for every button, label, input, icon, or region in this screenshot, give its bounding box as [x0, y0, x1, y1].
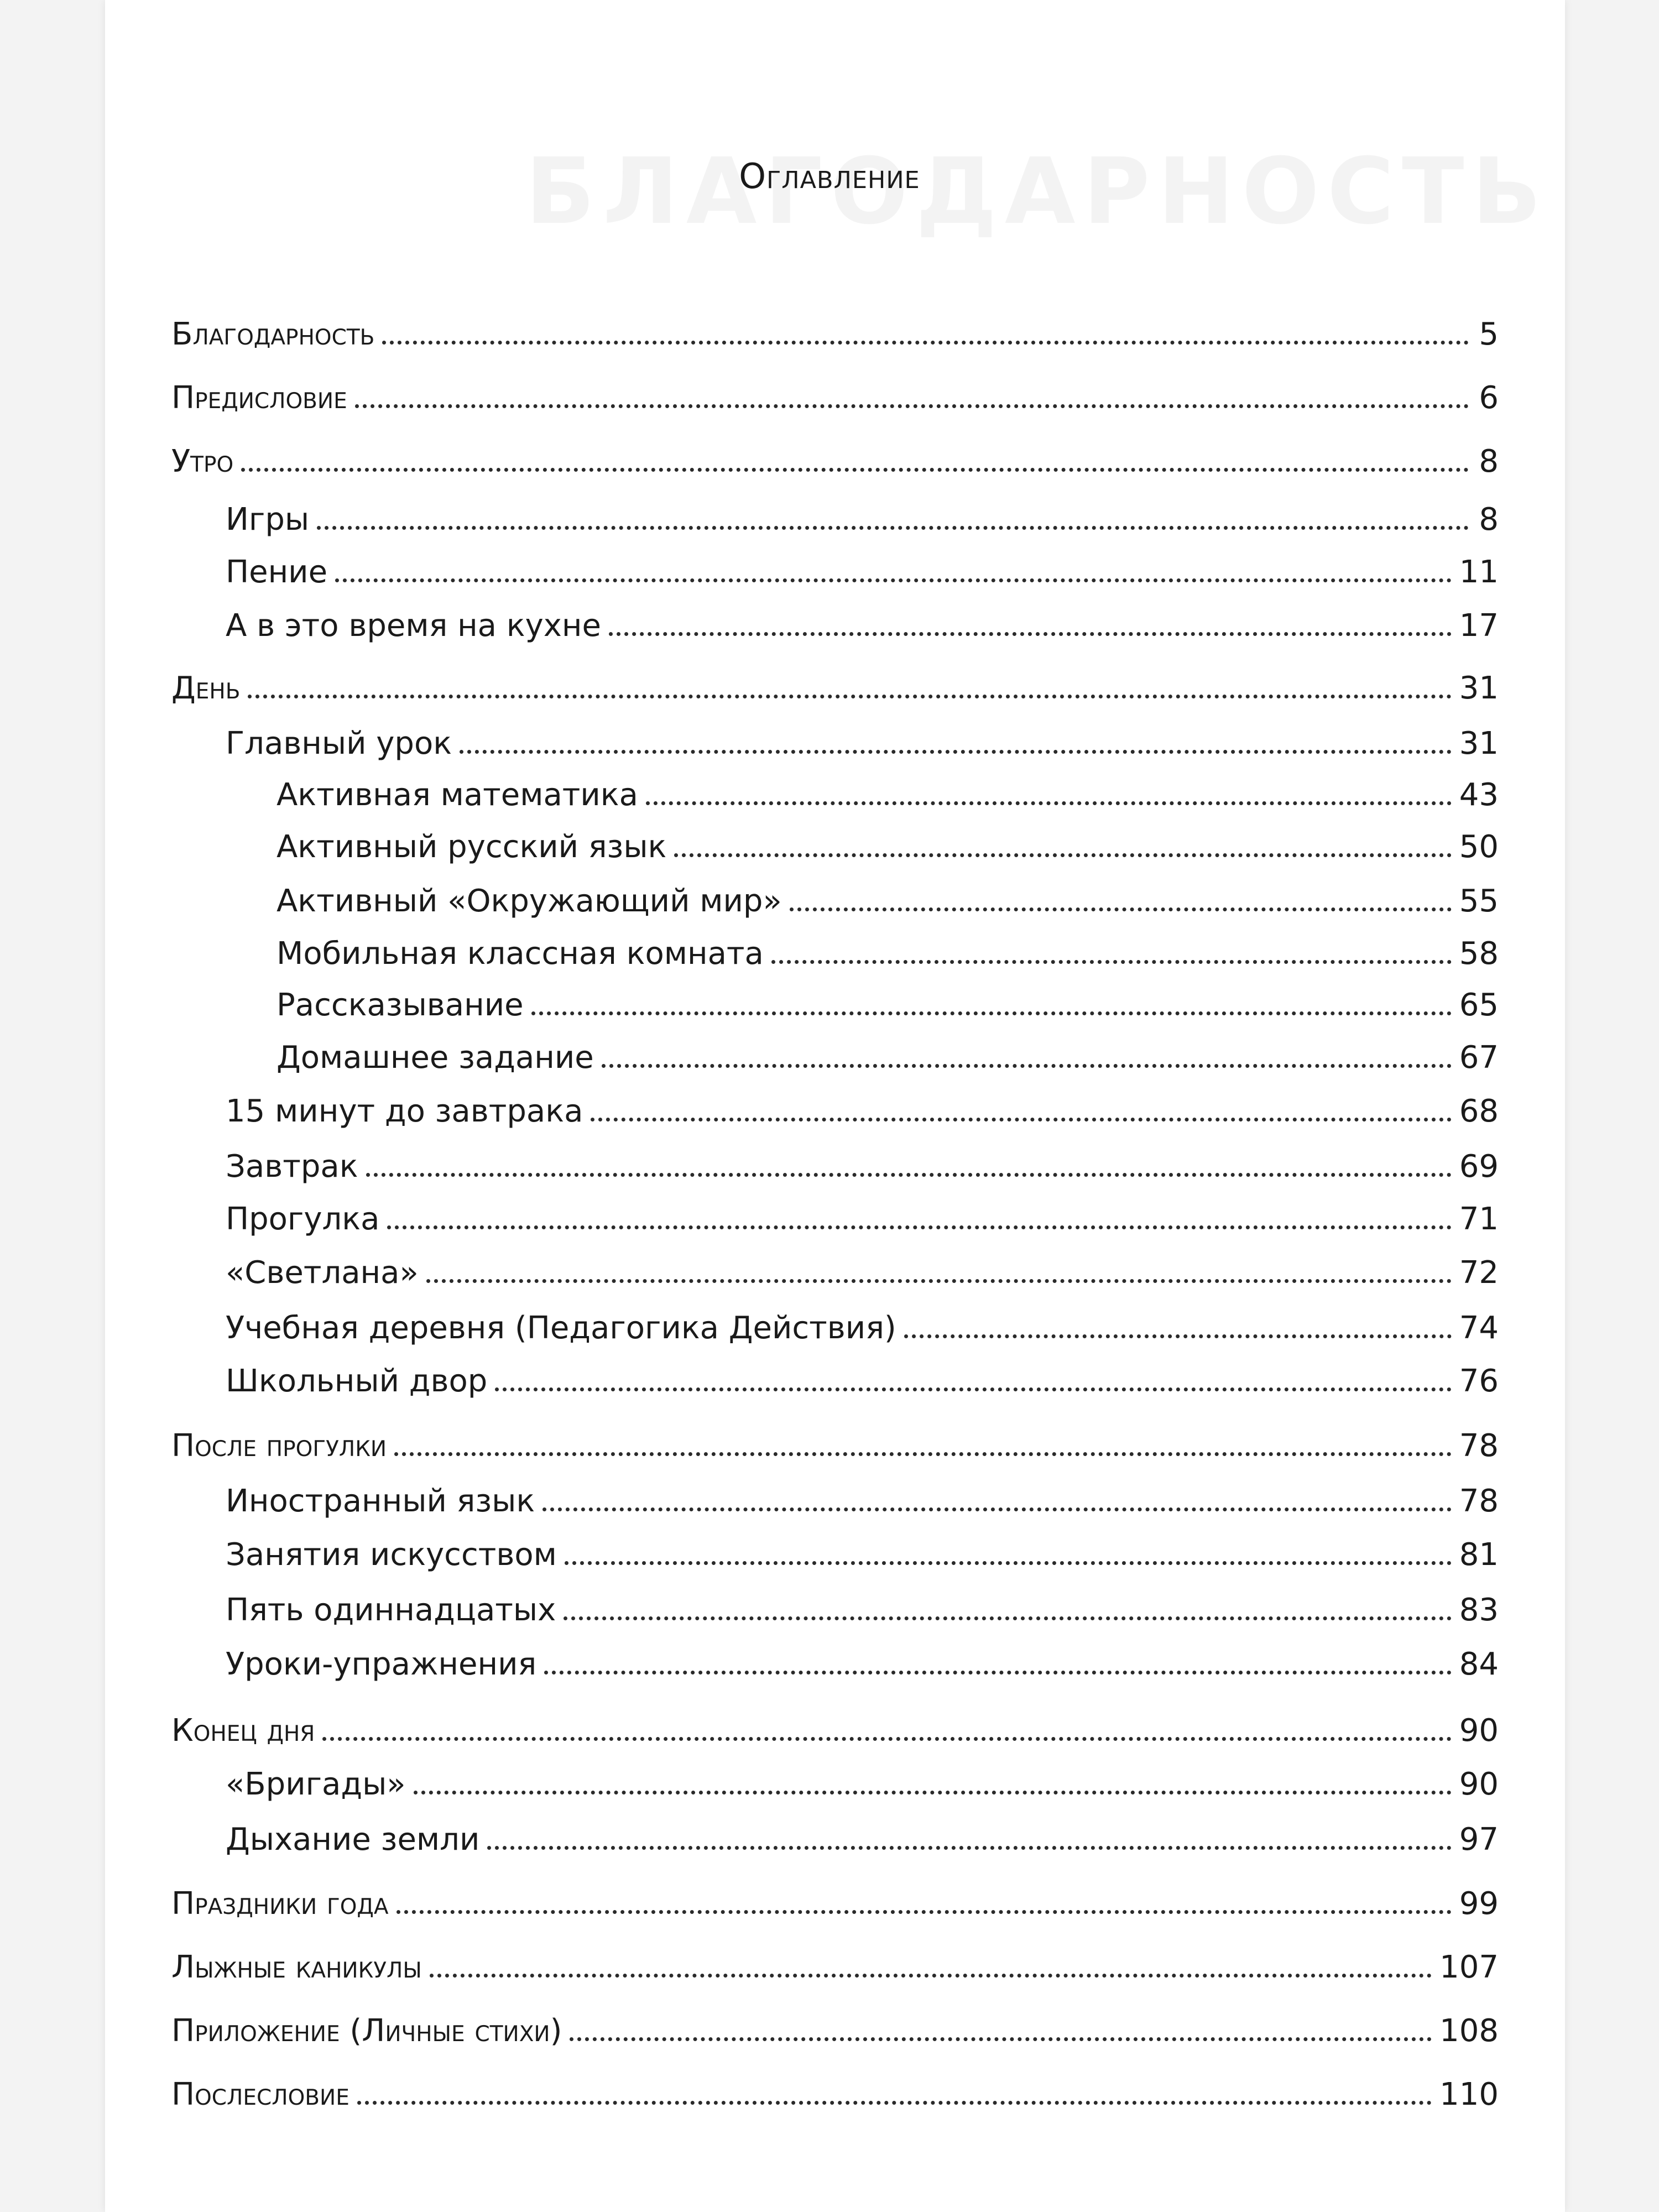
toc-entry: [276, 828, 1499, 867]
toc-entry-page-number: 74: [1459, 1310, 1499, 1346]
toc-entry-page-number: 8: [1479, 502, 1499, 538]
toc-entry: [276, 882, 1499, 921]
toc-entry: [226, 553, 1499, 592]
toc-entry-page-number: 65: [1459, 987, 1499, 1023]
toc-entry-page-number: 50: [1459, 829, 1499, 865]
toc-entry-label: Активный русский язык: [276, 829, 667, 865]
toc-entry: [171, 315, 1499, 354]
dot-leader: [564, 1616, 1451, 1620]
toc-entry-label: А в это время на кухне: [226, 608, 601, 644]
toc-entry-page-number: 90: [1459, 1713, 1499, 1749]
dot-leader: [674, 853, 1451, 857]
toc-entry-page-number: 110: [1439, 2077, 1499, 2112]
toc-entry-label: Учебная деревня (Педагогика Действия): [226, 1310, 896, 1346]
dot-leader: [602, 1064, 1452, 1068]
toc-entry-label: Активная математика: [276, 777, 638, 813]
toc-entry: [226, 1645, 1499, 1684]
toc-entry-label: Активный «Окружающий мир»: [276, 883, 782, 919]
dot-leader: [904, 1334, 1452, 1338]
toc-entry-label: Домашнее задание: [276, 1040, 594, 1076]
toc-entry: [171, 1427, 1499, 1465]
toc-entry-label: После прогулки: [171, 1428, 387, 1464]
dot-leader: [609, 632, 1452, 636]
toc-entry: [226, 607, 1499, 645]
toc-entry-page-number: 72: [1459, 1255, 1499, 1291]
toc-entry-page-number: 68: [1459, 1093, 1499, 1129]
toc-entry: [226, 1820, 1499, 1859]
toc-entry-page-number: 78: [1459, 1483, 1499, 1519]
toc-entry: [226, 1765, 1499, 1804]
toc-entry-label: «Бригады»: [226, 1766, 406, 1802]
toc-entry-label: Завтрак: [226, 1149, 358, 1185]
dot-leader: [460, 750, 1452, 754]
toc-entry-label: 15 минут до завтрака: [226, 1093, 583, 1129]
toc-entry-label: Конец дня: [171, 1713, 315, 1749]
toc-entry-label: Игры: [226, 502, 310, 538]
toc-entry-page-number: 31: [1459, 670, 1499, 706]
dot-leader: [430, 1974, 1432, 1978]
dot-leader: [366, 1173, 1452, 1177]
toc-entry-label: Главный урок: [226, 726, 452, 761]
toc-entry-page-number: 69: [1459, 1149, 1499, 1185]
dot-leader: [394, 1452, 1452, 1456]
toc-entry: [171, 2012, 1499, 2051]
dot-leader: [241, 468, 1469, 472]
toc-entry: [171, 669, 1499, 708]
toc-entry: [171, 2075, 1499, 2114]
toc-entry-page-number: 83: [1459, 1592, 1499, 1628]
toc-entry: [171, 1948, 1499, 1987]
dot-leader: [426, 1279, 1452, 1283]
toc-entry-page-number: 55: [1459, 883, 1499, 919]
dot-leader: [387, 1225, 1451, 1229]
toc-entry-label: Предисловие: [171, 380, 347, 416]
toc-entry: [226, 1536, 1499, 1574]
dot-leader: [248, 695, 1451, 698]
toc-entry-label: Утро: [171, 444, 234, 479]
dot-leader: [790, 907, 1452, 911]
toc-entry-page-number: 76: [1459, 1363, 1499, 1399]
toc-entry: [276, 776, 1499, 815]
dot-leader: [382, 341, 1469, 345]
toc-entry-label: Дыхание земли: [226, 1822, 480, 1858]
toc-entry: [276, 1039, 1499, 1077]
dot-leader: [335, 578, 1452, 582]
toc-entry: [226, 1482, 1499, 1521]
toc-entry-page-number: 107: [1439, 1949, 1499, 1985]
toc-entry-label: Приложение (Личные стихи): [171, 2013, 562, 2049]
toc-entry-label: Школьный двор: [226, 1363, 488, 1399]
toc-entry: [171, 379, 1499, 418]
toc-entry-page-number: 71: [1459, 1201, 1499, 1237]
toc-entry-page-number: 11: [1459, 554, 1499, 590]
toc-entry-label: Пять одиннадцатых: [226, 1592, 556, 1628]
toc-entry: [226, 1254, 1499, 1292]
dot-leader: [495, 1387, 1451, 1391]
toc-entry-page-number: 5: [1479, 316, 1499, 352]
toc-entry-label: Благодарность: [171, 316, 375, 352]
toc-entry-page-number: 90: [1459, 1766, 1499, 1802]
dot-leader: [531, 1011, 1452, 1015]
toc-entry: [226, 1362, 1499, 1401]
dot-leader: [771, 960, 1452, 964]
toc-entry-page-number: 108: [1439, 2013, 1499, 2049]
dot-leader: [487, 1846, 1451, 1850]
toc-entry-page-number: 58: [1459, 936, 1499, 972]
toc-entry-page-number: 99: [1459, 1886, 1499, 1922]
toc-entry-page-number: 31: [1459, 726, 1499, 761]
toc-entry-page-number: 43: [1459, 777, 1499, 813]
dot-leader: [565, 1561, 1452, 1565]
toc-entry: [171, 442, 1499, 481]
toc-entry-label: Лыжные каникулы: [171, 1949, 422, 1985]
dot-leader: [357, 2101, 1432, 2105]
toc-entry-page-number: 78: [1459, 1428, 1499, 1464]
dot-leader: [317, 526, 1469, 530]
dot-leader: [355, 404, 1469, 408]
toc-entry-label: «Светлана»: [226, 1255, 419, 1291]
toc-entry-label: Праздники года: [171, 1886, 389, 1922]
toc-entry-page-number: 6: [1479, 380, 1499, 416]
toc-entry: [226, 1591, 1499, 1630]
toc-entry-label: Пение: [226, 554, 328, 590]
toc-entry-label: День: [171, 670, 241, 706]
toc-entry: [226, 724, 1499, 763]
dot-leader: [414, 1791, 1452, 1794]
toc-entry: [226, 500, 1499, 539]
toc-entry: [276, 986, 1499, 1025]
dot-leader: [570, 2037, 1432, 2041]
dot-leader: [397, 1910, 1452, 1914]
toc-entry-page-number: 97: [1459, 1822, 1499, 1858]
toc-entry-label: Прогулка: [226, 1201, 380, 1237]
toc-entry-label: Занятия искусством: [226, 1537, 557, 1573]
toc-entry-label: Рассказывание: [276, 987, 524, 1023]
toc-entry-label: Иностранный язык: [226, 1483, 535, 1519]
dot-leader: [646, 801, 1452, 805]
page-title: Оглавление: [739, 156, 920, 196]
dot-leader: [542, 1507, 1452, 1511]
toc-entry-page-number: 81: [1459, 1537, 1499, 1573]
toc-entry-page-number: 8: [1479, 444, 1499, 479]
toc-entry-page-number: 84: [1459, 1646, 1499, 1682]
toc-entry: [171, 1885, 1499, 1923]
toc-entry: [276, 935, 1499, 973]
toc-entry-label: Уроки-упражнения: [226, 1646, 537, 1682]
toc-entry-label: Послесловие: [171, 2077, 349, 2112]
dot-leader: [591, 1118, 1451, 1121]
toc-entry: [171, 1712, 1499, 1750]
dot-leader: [544, 1671, 1452, 1674]
toc-entry: [226, 1092, 1499, 1131]
toc-entry-page-number: 67: [1459, 1040, 1499, 1076]
toc-entry-page-number: 17: [1459, 608, 1499, 644]
toc-entry: [226, 1147, 1499, 1186]
toc-entry: [226, 1309, 1499, 1348]
toc-entry-label: Мобильная классная комната: [276, 936, 764, 972]
dot-leader: [322, 1737, 1451, 1741]
toc-entry: [226, 1200, 1499, 1239]
